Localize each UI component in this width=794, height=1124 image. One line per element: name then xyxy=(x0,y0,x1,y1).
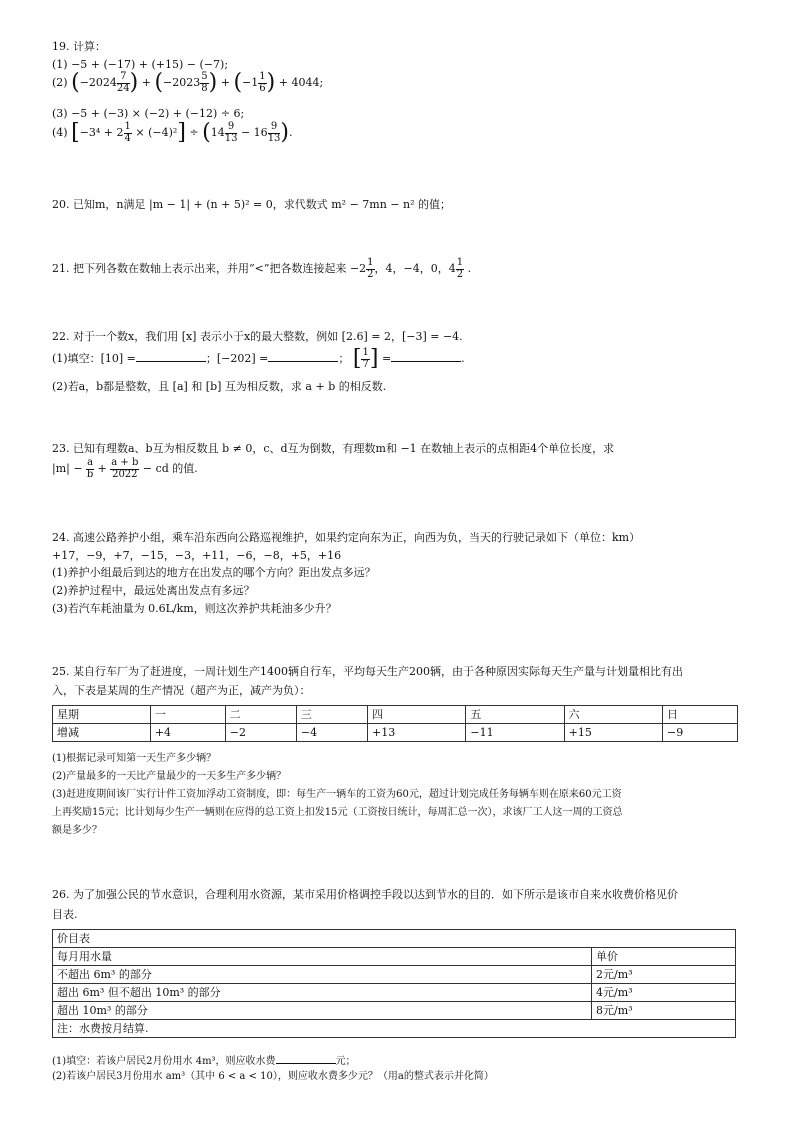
q19-p4-fraction-c2: $\frac{9}{13}$ xyxy=(267,121,281,144)
q23-line1: 23. 已知有理数a、b互为相反数且 b ≠ 0，c、d互为倒数，有理数m和 −1 在数轴上表示的点相距4个单位长度，求 xyxy=(52,442,615,455)
q23-l2-a: |m| − xyxy=(52,462,83,475)
q19-part2-label: (2) xyxy=(52,76,68,89)
table-row xyxy=(53,1020,736,1038)
table-row xyxy=(53,984,736,1002)
q19-p2-fraction-b: $\frac{5}{8}$ xyxy=(201,71,208,94)
q26-part1 xyxy=(52,1053,356,1069)
q19-p2-tail: + 4044; xyxy=(278,76,324,89)
q21-lead: 21. 把下列各数在数轴上表示出来，并用“<”把各数连接起来 −2 xyxy=(52,262,367,275)
table-cell: 日 xyxy=(662,706,737,724)
q19-title: 19. 计算： xyxy=(52,40,106,53)
table-row xyxy=(53,724,738,742)
q23-fraction-2: $\frac{a + b}{2022}$ xyxy=(111,457,139,480)
q25-part3-line3: 额是多少？ xyxy=(52,825,102,836)
q19-p4-term-a-tail: × (−4)² xyxy=(135,126,178,139)
table-cell: −9 xyxy=(662,724,737,742)
q19-part4: (4) [−3⁴ + 2 $\frac{1}{4}$ × (−4)²] ÷ (14 $\frac{9}{13}$ − 16 $\frac{9}{13}$ ). xyxy=(52,120,293,145)
q25-part3-line2: 上再奖励15元；比计划每少生产一辆则在应得的总工资上扣发15元（工资按日统计，每周汇总一次），求该厂工人这一周的工资总 xyxy=(52,807,623,818)
table-row xyxy=(53,930,736,948)
q26-line1: 26. 为了加强公民的节水意识，合理利用水资源，某市采用价格调控手段以达到节水的目的．如下所示是该市自来水收费价格见价 xyxy=(52,888,678,901)
table-cell: 2元/m³ xyxy=(592,966,736,984)
q25-part1: (1)根据记录可知第一天生产多少辆？ xyxy=(52,753,217,764)
q19-p2-fraction-a: $\frac{7}{24}$ xyxy=(116,71,130,94)
table-cell: 五 xyxy=(466,706,564,724)
table-cell: 星期 xyxy=(53,706,151,724)
q22-blank-3[interactable] xyxy=(391,351,461,362)
q19-p4-tail: . xyxy=(289,126,293,139)
q21-fraction-1: $\frac{1}{2}$ xyxy=(367,257,374,280)
q26-p1-a: (1)填空：若该户居民2月份用水 4m³，则应收水费 xyxy=(52,1056,276,1067)
q26-line2: 目表. xyxy=(52,908,78,921)
table-cell: 超出 6m³ 但不超出 10m³ 的部分 xyxy=(53,984,592,1002)
table-cell: +4 xyxy=(150,724,225,742)
q19-part3: (3) −5 + (−3) × (−2) + (−12) ÷ 6; xyxy=(52,107,245,120)
q26-blank[interactable] xyxy=(276,1053,336,1064)
table-row xyxy=(53,966,736,984)
q20-text: 20. 已知m，n满足 |m − 1| + (n + 5)² = 0，求代数式 m² − 7mn − n² 的值； xyxy=(52,198,452,211)
q23-l2-b: + xyxy=(97,462,107,475)
q24-line1: 24. 高速公路养护小组，乘车沿东西向公路巡视维护，如果约定向东为正，向西为负，当天的行驶记录如下（单位：km） xyxy=(52,531,641,544)
table-cell: −2 xyxy=(225,724,296,742)
q21-fraction-2: $\frac{1}{2}$ xyxy=(456,257,464,280)
q19-part2: (2) (−2024 $\frac{7}{24}$ ) + (−2023 $\frac{5}{8}$ ) + (−1 $\frac{1}{6}$ ) + 4044; xyxy=(52,70,324,95)
q25-production-table xyxy=(52,705,738,742)
table-cell: −11 xyxy=(466,724,564,742)
q22-part1: (1)填空：[10] = ；[−202] = ； [ $\frac{1}{7}$ ] = . xyxy=(52,346,465,371)
q24-part3: (3)若汽车耗油量为 0.6L/km，则这次养护共耗油多少升？ xyxy=(52,602,337,615)
table-cell: 单价 xyxy=(592,948,736,966)
q19-part4-label: (4) xyxy=(52,126,68,139)
q25-line2: 入，下表是某周的生产情况（超产为正，减产为负）： xyxy=(52,684,311,697)
table-row xyxy=(53,706,738,724)
q19-p4-term-c2: − 16 xyxy=(240,126,268,139)
table-cell: 超出 10m³ 的部分 xyxy=(53,1002,592,1020)
table-cell: +13 xyxy=(368,724,466,742)
q19-part1: (1) −5 + (−17) + (+15) − (−7); xyxy=(52,58,229,71)
price-table-title: 价目表 xyxy=(53,930,736,948)
q26-part2: (2)若该户居民3月份用水 am³（其中 6 < a < 10），则应收水费多少元？（用a的整式表示并化简） xyxy=(52,1071,494,1082)
q22-p1-b: ；[−202] = xyxy=(205,352,269,365)
q19-p4-term-c1: 14 xyxy=(210,126,225,139)
q19-p2-term-b: −2023 xyxy=(163,76,201,89)
q24-part1: (1)养护小组最后到达的地方在出发点的哪个方向？距出发点多远？ xyxy=(52,566,376,579)
table-cell: 4元/m³ xyxy=(592,984,736,1002)
q24-line2: +17，−9，+7，−15，−3，+11，−6，−8，+5，+16 xyxy=(52,549,342,562)
q22-p1-a: (1)填空：[10] = xyxy=(52,352,136,365)
q22-p1-end: . xyxy=(461,352,465,365)
q25-part3-line1: (3)赶进度期间该厂实行计件工资加浮动工资制度，即：每生产一辆车的工资为60元，超过计划完成任务每辆车则在原来60元工资 xyxy=(52,789,622,800)
q21-text xyxy=(52,258,471,280)
q23-fraction-1: $\frac{a}{b}$ xyxy=(86,457,94,480)
table-cell: 二 xyxy=(225,706,296,724)
q19-p4-term-a: −3⁴ + 2 xyxy=(79,126,124,139)
q23-l2-c: − cd 的值. xyxy=(142,462,198,475)
q23-line2 xyxy=(52,458,198,480)
q22-intro: 22. 对于一个数x，我们用 [x] 表示小于x的最大整数，例如 [2.6] = 2，[−3] = −4. xyxy=(52,330,463,343)
table-cell: 不超出 6m³ 的部分 xyxy=(53,966,592,984)
table-cell: 一 xyxy=(150,706,225,724)
table-cell: 8元/m³ xyxy=(592,1002,736,1020)
q22-fraction: $\frac{1}{7}$ xyxy=(362,347,369,370)
q22-p1-d: = xyxy=(381,352,392,365)
q22-blank-2[interactable] xyxy=(268,351,338,362)
q19-p2-term-c: −1 xyxy=(242,76,259,89)
table-cell: 增减 xyxy=(53,724,151,742)
q19-p4-divide: ÷ xyxy=(189,126,199,139)
q24-part2: (2)养护过程中，最远处离出发点有多远？ xyxy=(52,584,255,597)
table-row xyxy=(53,1002,736,1020)
q19-p4-fraction-c1: $\frac{9}{13}$ xyxy=(224,121,238,144)
q21-tail: . xyxy=(467,262,472,275)
q26-p1-b: 元； xyxy=(335,1056,356,1067)
q19-p2-term-a: −2024 xyxy=(79,76,117,89)
table-cell: 四 xyxy=(368,706,466,724)
q22-p1-c: ； xyxy=(338,352,350,365)
q25-line1: 25. 某自行车厂为了赶进度，一周计划生产1400辆自行车，平均每天生产200辆，由于各种原因实际每天生产量与计划量相比有出 xyxy=(52,665,683,678)
q26-price-table xyxy=(52,929,736,1038)
table-cell: 每月用水量 xyxy=(53,948,592,966)
q22-blank-1[interactable] xyxy=(136,351,206,362)
table-cell: −4 xyxy=(296,724,367,742)
q22-part2: (2)若a，b都是整数，且 [a] 和 [b] 互为相反数，求 a + b 的相反数. xyxy=(52,380,387,393)
table-row xyxy=(53,948,736,966)
q21-mid: ，4，−4，0，4 xyxy=(374,262,456,275)
q19-p2-fraction-c: $\frac{1}{6}$ xyxy=(259,71,266,94)
table-cell: 六 xyxy=(564,706,662,724)
table-cell: 三 xyxy=(296,706,367,724)
q19-p4-fraction-a: $\frac{1}{4}$ xyxy=(124,121,131,144)
q25-part2: (2)产量最多的一天比产量最少的一天多生产多少辆？ xyxy=(52,771,287,782)
table-cell: +15 xyxy=(564,724,662,742)
price-table-note: 注：水费按月结算. xyxy=(53,1020,736,1038)
